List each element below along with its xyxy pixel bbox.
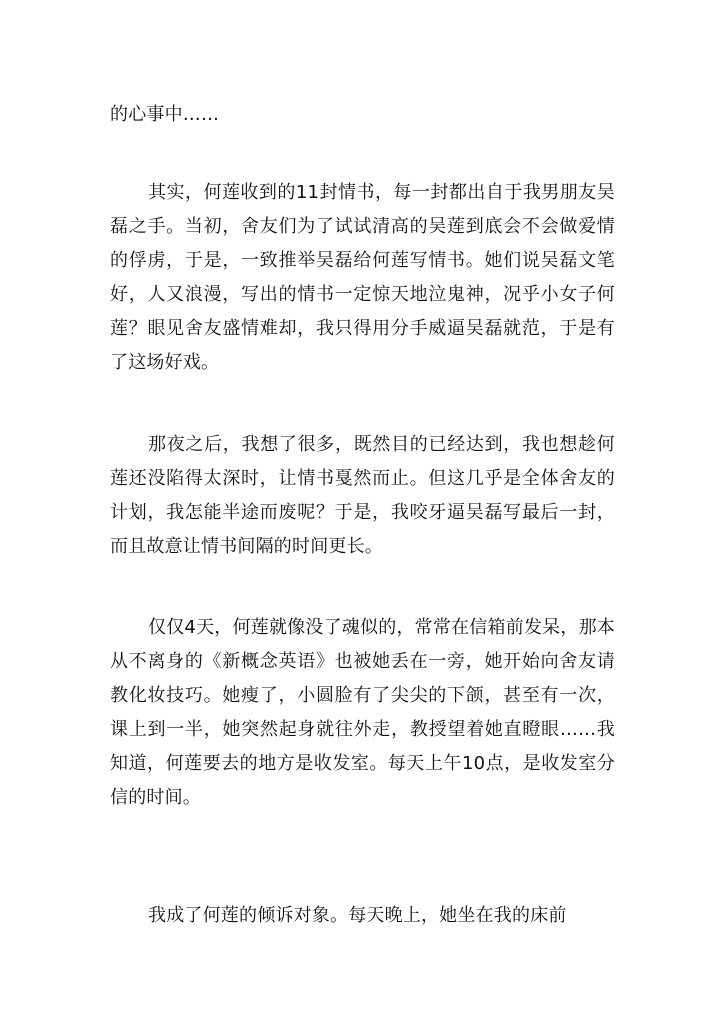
paragraph-that-night: 那夜之后，我想了很多，既然目的已经达到，我也想趁何莲还没陷得太深时，让情书戛然而止。但这几乎是全体舍友的计划，我怎能半途而废呢？于是，我咬牙逼吴磊写最后一封，而且故意让情书间隔的时间更长。 [110,434,615,557]
paragraph-four-days: 仅仅4天，何莲就像没了魂似的，常常在信箱前发呆，那本从不离身的《新概念英语》也被她丢在一旁，她开始向舍友请教化妆技巧。她瘦了，小圆脸有了尖尖的下颌，甚至有一次，课上到一半，她突然起身就往外走，教授望着她直瞪眼……我知道，何莲要去的地方是收发室。每天上午10点，是收发室分信的时间。 [110,617,615,808]
paragraph-confidant: 我成了何莲的倾诉对象。每天晚上，她坐在我的床前 [148,905,567,926]
paragraph-love-letters: 其实，何莲收到的11封情书，每一封都出自于我男朋友吴磊之手。当初，舍友们为了试试清高的吴莲到底会不会做爱情的俘虏，于是，一致推举吴磊给何莲写情书。她们说吴磊文笔好，人又浪漫，写出的情书一定惊天地泣鬼神，况乎小女子何莲？眼见舍友盛情难却，我只得用分手威逼吴磊就范，于是有了这场好戏。 [110,182,615,373]
paragraph-continuation: 的心事中…… [110,104,220,125]
